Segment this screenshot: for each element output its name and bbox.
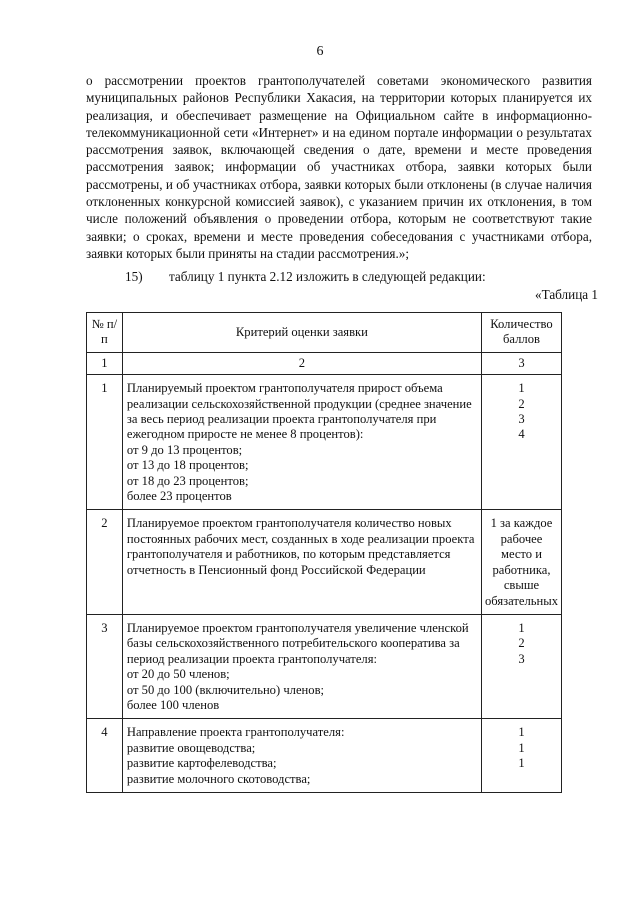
points-value: 2	[518, 396, 525, 411]
criterion-option: от 50 до 100 (включительно) членов;	[126, 682, 325, 697]
points-value: 1	[518, 620, 525, 635]
criterion-option: развитие овощеводства;	[126, 740, 256, 755]
points-value: 2	[518, 636, 525, 651]
points-value: 1	[518, 740, 525, 755]
table-row	[87, 719, 562, 793]
row-number: 4	[87, 719, 123, 793]
column-number: 1	[87, 352, 123, 374]
column-number: 3	[481, 352, 561, 374]
criterion-text: Направление проекта грантополучателя:	[126, 725, 345, 740]
criterion-option: развитие молочного скотоводства;	[126, 771, 311, 786]
item-text: таблицу 1 пункта 2.12 изложить в следующей редакции:	[169, 269, 486, 284]
points-cell	[481, 719, 561, 793]
row-number: 1	[87, 375, 123, 510]
criterion-text: Планируемое проектом грантополучателя количество новых постоянных рабочих мест, созданных в ходе реализации проекта грантополучателя и работников, по которым представляется отчетность в Пенсионный фонд Российской Федерации	[126, 516, 475, 577]
header-points: Количество баллов	[481, 313, 561, 353]
body-paragraph: о рассмотрении проектов грантополучателей советами экономического развития муниципальных районов Республики Хакасия, на территории которых планируется их реализация, и обеспечивает размещение на Официальном сайте в информационно-телекоммуникационной сети «Интернет» и на едином портале информации о результатах рассмотрения заявок, включающей сведения о дате, времени и месте проведения рассмотрения заявок; информации об участниках отбора, заявки которых были рассмотрены, и об участниках отбора, заявки которых были отклонены (в случае наличия отклоненных конкурсной комиссией заявок), с указанием причин их отклонения, в том числе положений объявления о проведении отбора, которым не соответствуют такие заявки; о сроках, времени и месте проведения собеседования с участниками отбора, заявки которых были приняты на стадии рассмотрения.»;	[86, 73, 592, 261]
table-row	[87, 614, 562, 718]
criterion-cell	[122, 375, 481, 510]
criterion-text: Планируемое проектом грантополучателя увеличение членской базы сельскохозяйственного потребительского кооператива за период реализации проекта грантополучателя:	[126, 620, 469, 666]
points-value: 3	[518, 651, 525, 666]
criteria-table	[86, 312, 562, 793]
criterion-cell	[122, 719, 481, 793]
points-cell	[481, 614, 561, 718]
table-row	[87, 375, 562, 510]
criterion-option: более 23 процентов	[126, 489, 232, 504]
table-header-row	[87, 313, 562, 353]
column-number: 2	[122, 352, 481, 374]
criterion-option: от 13 до 18 процентов;	[126, 458, 249, 473]
row-number: 2	[87, 510, 123, 614]
table-row	[87, 510, 562, 614]
column-number-row	[87, 352, 562, 374]
page-number: 6	[316, 44, 324, 59]
points-value: 4	[518, 427, 525, 442]
item-number: 15)	[125, 269, 143, 284]
header-criterion: Критерий оценки заявки	[122, 313, 481, 353]
points-value: 1 за каждое рабочее место и работника, свыше обязательных	[484, 516, 558, 608]
points-cell	[481, 375, 561, 510]
points-cell	[481, 510, 561, 614]
table-caption: «Таблица 1	[535, 287, 598, 302]
criterion-text: Планируемый проектом грантополучателя прирост объема реализации сельскохозяйственной продукции (среднее значение за весь период реализации проекта грантополучателя при ежегодном приросте не менее 8 процентов):	[126, 381, 472, 442]
points-value: 1	[518, 725, 525, 740]
list-item-15	[125, 269, 486, 285]
criterion-option: развитие картофелеводства;	[126, 756, 277, 771]
criterion-option: от 9 до 13 процентов;	[126, 442, 243, 457]
row-number: 3	[87, 614, 123, 718]
criterion-option: более 100 членов	[126, 697, 220, 712]
points-value: 1	[518, 756, 525, 771]
criterion-cell	[122, 510, 481, 614]
criterion-option: от 20 до 50 членов;	[126, 667, 230, 682]
criterion-option: от 18 до 23 процентов;	[126, 473, 249, 488]
header-number: № п/п	[87, 313, 123, 353]
points-value: 3	[518, 412, 525, 427]
points-value: 1	[518, 381, 525, 396]
criterion-cell	[122, 614, 481, 718]
